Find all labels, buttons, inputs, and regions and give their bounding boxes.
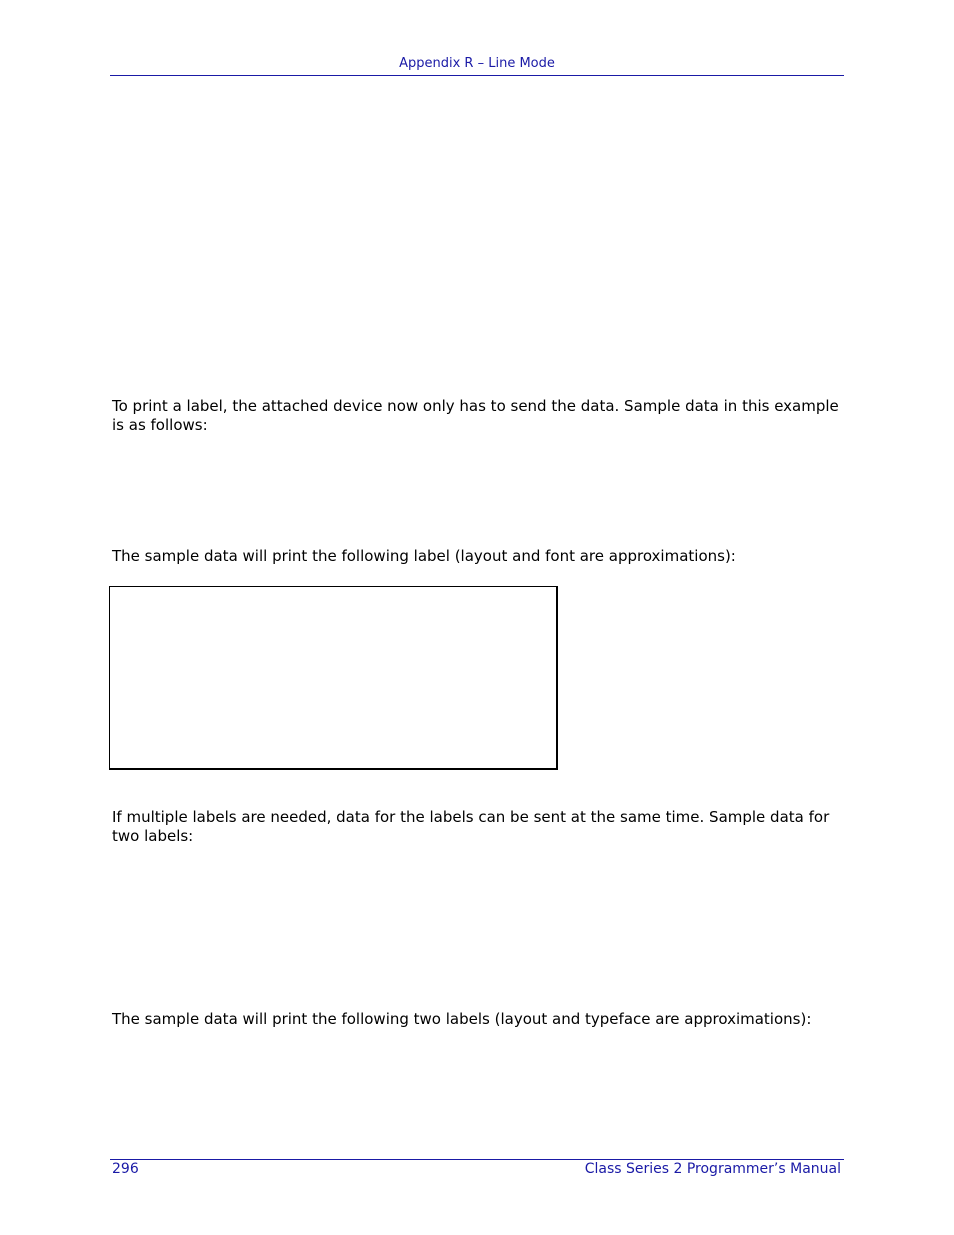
page-number: 296: [112, 1161, 139, 1177]
paragraph-two-labels: The sample data will print the following two labels (layout and typeface are approximations):: [112, 1010, 812, 1028]
header-title: Appendix R – Line Mode: [399, 56, 555, 71]
sample-label-frame: [109, 586, 558, 770]
footer-rule: [110, 1159, 844, 1160]
paragraph-multiple-labels: If multiple labels are needed, data for the labels can be sent at the same time. Sample data for two labels:: [112, 808, 830, 845]
paragraph-send-data: To print a label, the attached device now only has to send the data. Sample data in this example is as follows:: [112, 397, 839, 434]
header-rule: [110, 75, 844, 76]
paragraph-sample-label: The sample data will print the following label (layout and font are approximations):: [112, 547, 736, 565]
manual-title: Class Series 2 Programmer’s Manual: [584, 1161, 841, 1177]
